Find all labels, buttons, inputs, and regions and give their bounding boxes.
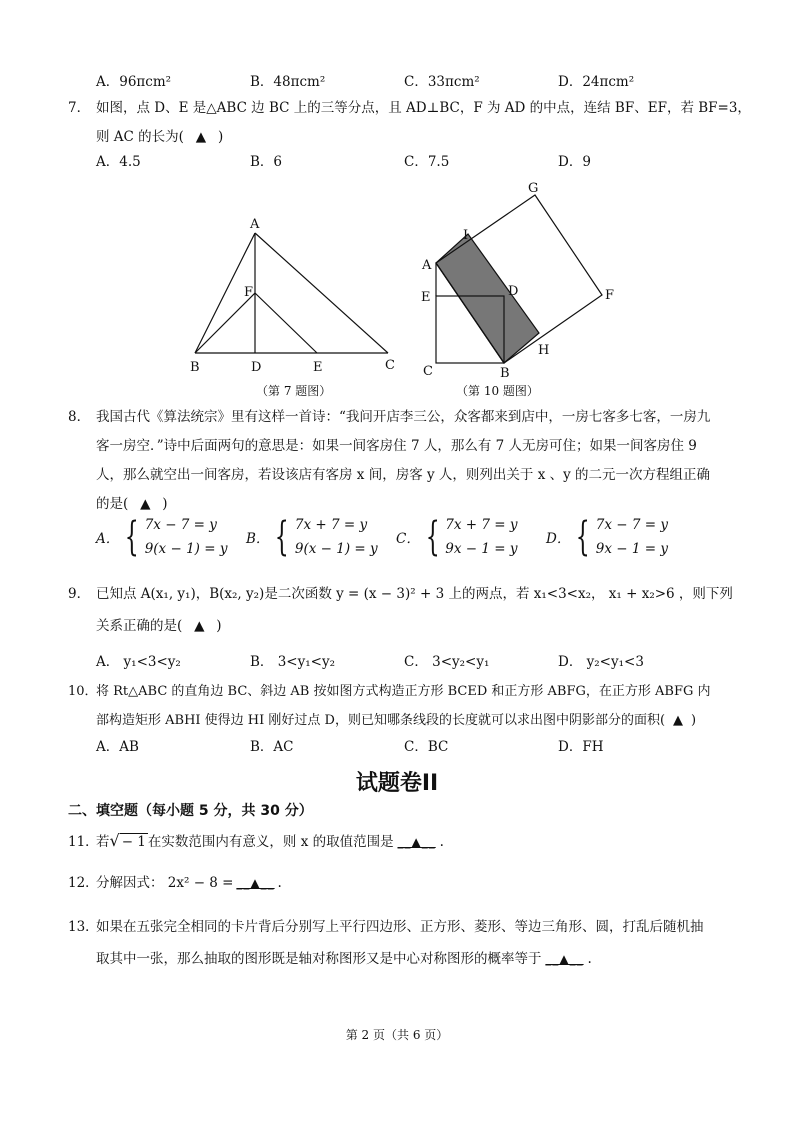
question-7: [68, 94, 751, 152]
segment-bf: [195, 293, 255, 353]
equation: 9(x − 1) = y: [294, 541, 378, 557]
question-text: .: [439, 834, 444, 850]
q10-option-c[interactable]: C．BC: [404, 739, 449, 755]
question-text: 在实数范围内有意义，则 x 的取值范围是: [147, 834, 394, 850]
question-text: 人，那么就空出一间客房，若设该店有客房 x 间，房客 y 人，则列出关于 x 、y 的二元一次方程组正确: [96, 467, 711, 483]
question-text: ): [691, 713, 697, 728]
question-text: ): [162, 496, 168, 512]
equation: 9x − 1 = y: [595, 541, 668, 557]
q9-option-a[interactable]: A． y₁<3<y₂: [96, 654, 181, 670]
question-number: 13．: [68, 919, 99, 935]
q6-option-a[interactable]: A．96πcm²: [96, 74, 172, 90]
q7-option-a[interactable]: A．4.5: [96, 154, 141, 170]
equation: 7x + 7 = y: [294, 517, 368, 533]
figure-7: [195, 233, 388, 353]
brace: {: [275, 514, 290, 560]
figure-10-caption: （第 10 题图）: [456, 384, 539, 398]
answer-mark[interactable]: ▲: [194, 618, 205, 634]
answer-mark[interactable]: ▲: [195, 129, 207, 145]
brace: {: [124, 514, 139, 560]
q7-option-b[interactable]: B．6: [250, 154, 283, 170]
label-e: E: [313, 360, 323, 375]
option-label: D．: [546, 531, 571, 547]
q7-options: [96, 150, 712, 170]
question-number: 11．: [68, 834, 99, 850]
label-e10: E: [421, 290, 431, 305]
sqrt-expression: [110, 826, 148, 857]
label-d: D: [251, 360, 262, 375]
q10-option-d[interactable]: D．FH: [558, 739, 604, 755]
question-number: 8．: [68, 409, 91, 425]
question-text: .: [587, 951, 592, 967]
question-text: 的是(: [96, 496, 129, 512]
label-i: I: [463, 228, 469, 243]
q8-options: [96, 513, 696, 561]
equation: 7x − 7 = y: [144, 517, 217, 533]
question-text: 将 Rt△ABC 的直角边 BC、斜边 AB 按如图方式构造正方形 BCED 和正方形 ABFG，在正方形 ABFG 内: [96, 684, 711, 699]
question-number: 12．: [68, 875, 99, 891]
question-12: [68, 869, 282, 898]
question-text: 则 AC 的长为(: [96, 129, 184, 145]
paper-2-title: 试题卷II: [355, 771, 439, 796]
figure-7-caption: （第 7 题图）: [256, 384, 332, 398]
q6-option-d[interactable]: D．24πcm²: [558, 74, 635, 90]
brace: {: [425, 514, 440, 560]
answer-mark[interactable]: ▲: [140, 496, 151, 512]
segment-ac: [255, 233, 388, 353]
question-8: [68, 403, 710, 519]
label-g: G: [528, 181, 539, 196]
label-f10: F: [605, 288, 615, 303]
label-h: H: [538, 343, 550, 358]
question-text: ): [217, 129, 224, 145]
answer-blank[interactable]: __▲__: [397, 835, 436, 849]
label-b: B: [190, 360, 200, 375]
q6-options: [96, 70, 712, 90]
page-footer: 第 2 页（共 6 页）: [345, 1028, 449, 1042]
label-b10: B: [500, 366, 510, 381]
equation: 9(x − 1) = y: [144, 541, 228, 557]
equation: 7x + 7 = y: [445, 517, 518, 533]
q6-option-b[interactable]: B．48πcm²: [250, 74, 326, 90]
brace: {: [576, 514, 591, 560]
q8-option-b[interactable]: [246, 513, 396, 561]
q8-option-d[interactable]: [546, 513, 696, 561]
answer-mark[interactable]: ▲: [673, 713, 684, 728]
label-a10: A: [422, 258, 432, 273]
question-text: 部构造矩形 ABHI 使得边 HI 刚好过点 D，则已知哪条线段的长度就可以求出图中阴影部分的面积(: [96, 713, 666, 728]
question-text: 若: [96, 834, 110, 850]
q10-options: [96, 735, 712, 755]
q8-option-c[interactable]: [396, 513, 546, 561]
question-number: 7．: [68, 100, 91, 116]
question-text: 关系正确的是(: [96, 618, 183, 634]
answer-blank[interactable]: __▲__: [545, 952, 584, 966]
question-text: 如图，点 D、E 是△ABC 边 BC 上的三等分点，且 AD⊥BC，F 为 AD 的中点，连结 BF、EF，若 BF=3，: [96, 100, 751, 116]
q10-option-a[interactable]: A．AB: [96, 739, 139, 755]
option-label: B．: [246, 531, 270, 547]
answer-blank[interactable]: __▲__: [236, 876, 275, 890]
q9-options: [96, 650, 712, 670]
label-c10: C: [423, 364, 433, 379]
question-text: 客一房空．”诗中后面两句的意思是：如果一间客房住 7 人，那么有 7 人无房可住；如果一间客房住 9: [96, 438, 697, 454]
q9-option-c[interactable]: C． 3<y₂<y₁: [404, 654, 490, 670]
option-label: C．: [396, 531, 420, 547]
q8-option-a[interactable]: [96, 513, 246, 561]
sqrt-icon: √: [109, 831, 120, 850]
question-text: .: [277, 875, 282, 891]
shaded-region: [436, 234, 539, 363]
question-10: [68, 677, 711, 735]
question-11: [68, 826, 444, 857]
figures: [180, 180, 640, 405]
question-9: [68, 578, 733, 642]
option-label: A．: [96, 531, 120, 547]
question-13: [68, 911, 704, 975]
label-a: A: [250, 217, 260, 232]
question-text: 如果在五张完全相同的卡片背后分别写上平行四边形、正方形、菱形、等边三角形、圆，打乱后随机抽: [96, 919, 704, 935]
q9-option-b[interactable]: B． 3<y₁<y₂: [250, 654, 336, 670]
question-number: 10．: [68, 684, 98, 699]
label-d10: D: [508, 284, 519, 299]
question-text: 分解因式： 2x² − 8 =: [96, 875, 234, 891]
question-number: 9．: [68, 586, 91, 602]
equation: 9x − 1 = y: [445, 541, 518, 557]
question-text: ): [216, 618, 222, 634]
q7-option-c[interactable]: C．7.5: [404, 154, 450, 170]
q6-option-c[interactable]: C．33πcm²: [404, 74, 480, 90]
question-text: 已知点 A(x₁, y₁)，B(x₂, y₂)是二次函数 y = (x − 3)² + 3 上的两点，若 x₁<3<x₂， x₁ + x₂>6 ，则下列: [96, 586, 733, 602]
q10-option-b[interactable]: B．AC: [250, 739, 294, 755]
radicand: − 1: [121, 834, 146, 850]
label-c: C: [385, 358, 395, 373]
label-f: F: [244, 285, 254, 300]
equation: 7x − 7 = y: [595, 517, 668, 533]
q7-option-d[interactable]: D．9: [558, 154, 591, 170]
segment-ef: [255, 293, 317, 353]
section-2-heading: 二、填空题（每小题 5 分，共 30 分）: [68, 803, 313, 819]
q9-option-d[interactable]: D． y₂<y₁<3: [558, 654, 644, 670]
question-text: 我国古代《算法统宗》里有这样一首诗：“我问开店李三公，众客都来到店中，一房七客多七客，一房九: [96, 409, 711, 425]
question-text: 取其中一张，那么抽取的图形既是轴对称图形又是中心对称图形的概率等于: [96, 951, 542, 967]
